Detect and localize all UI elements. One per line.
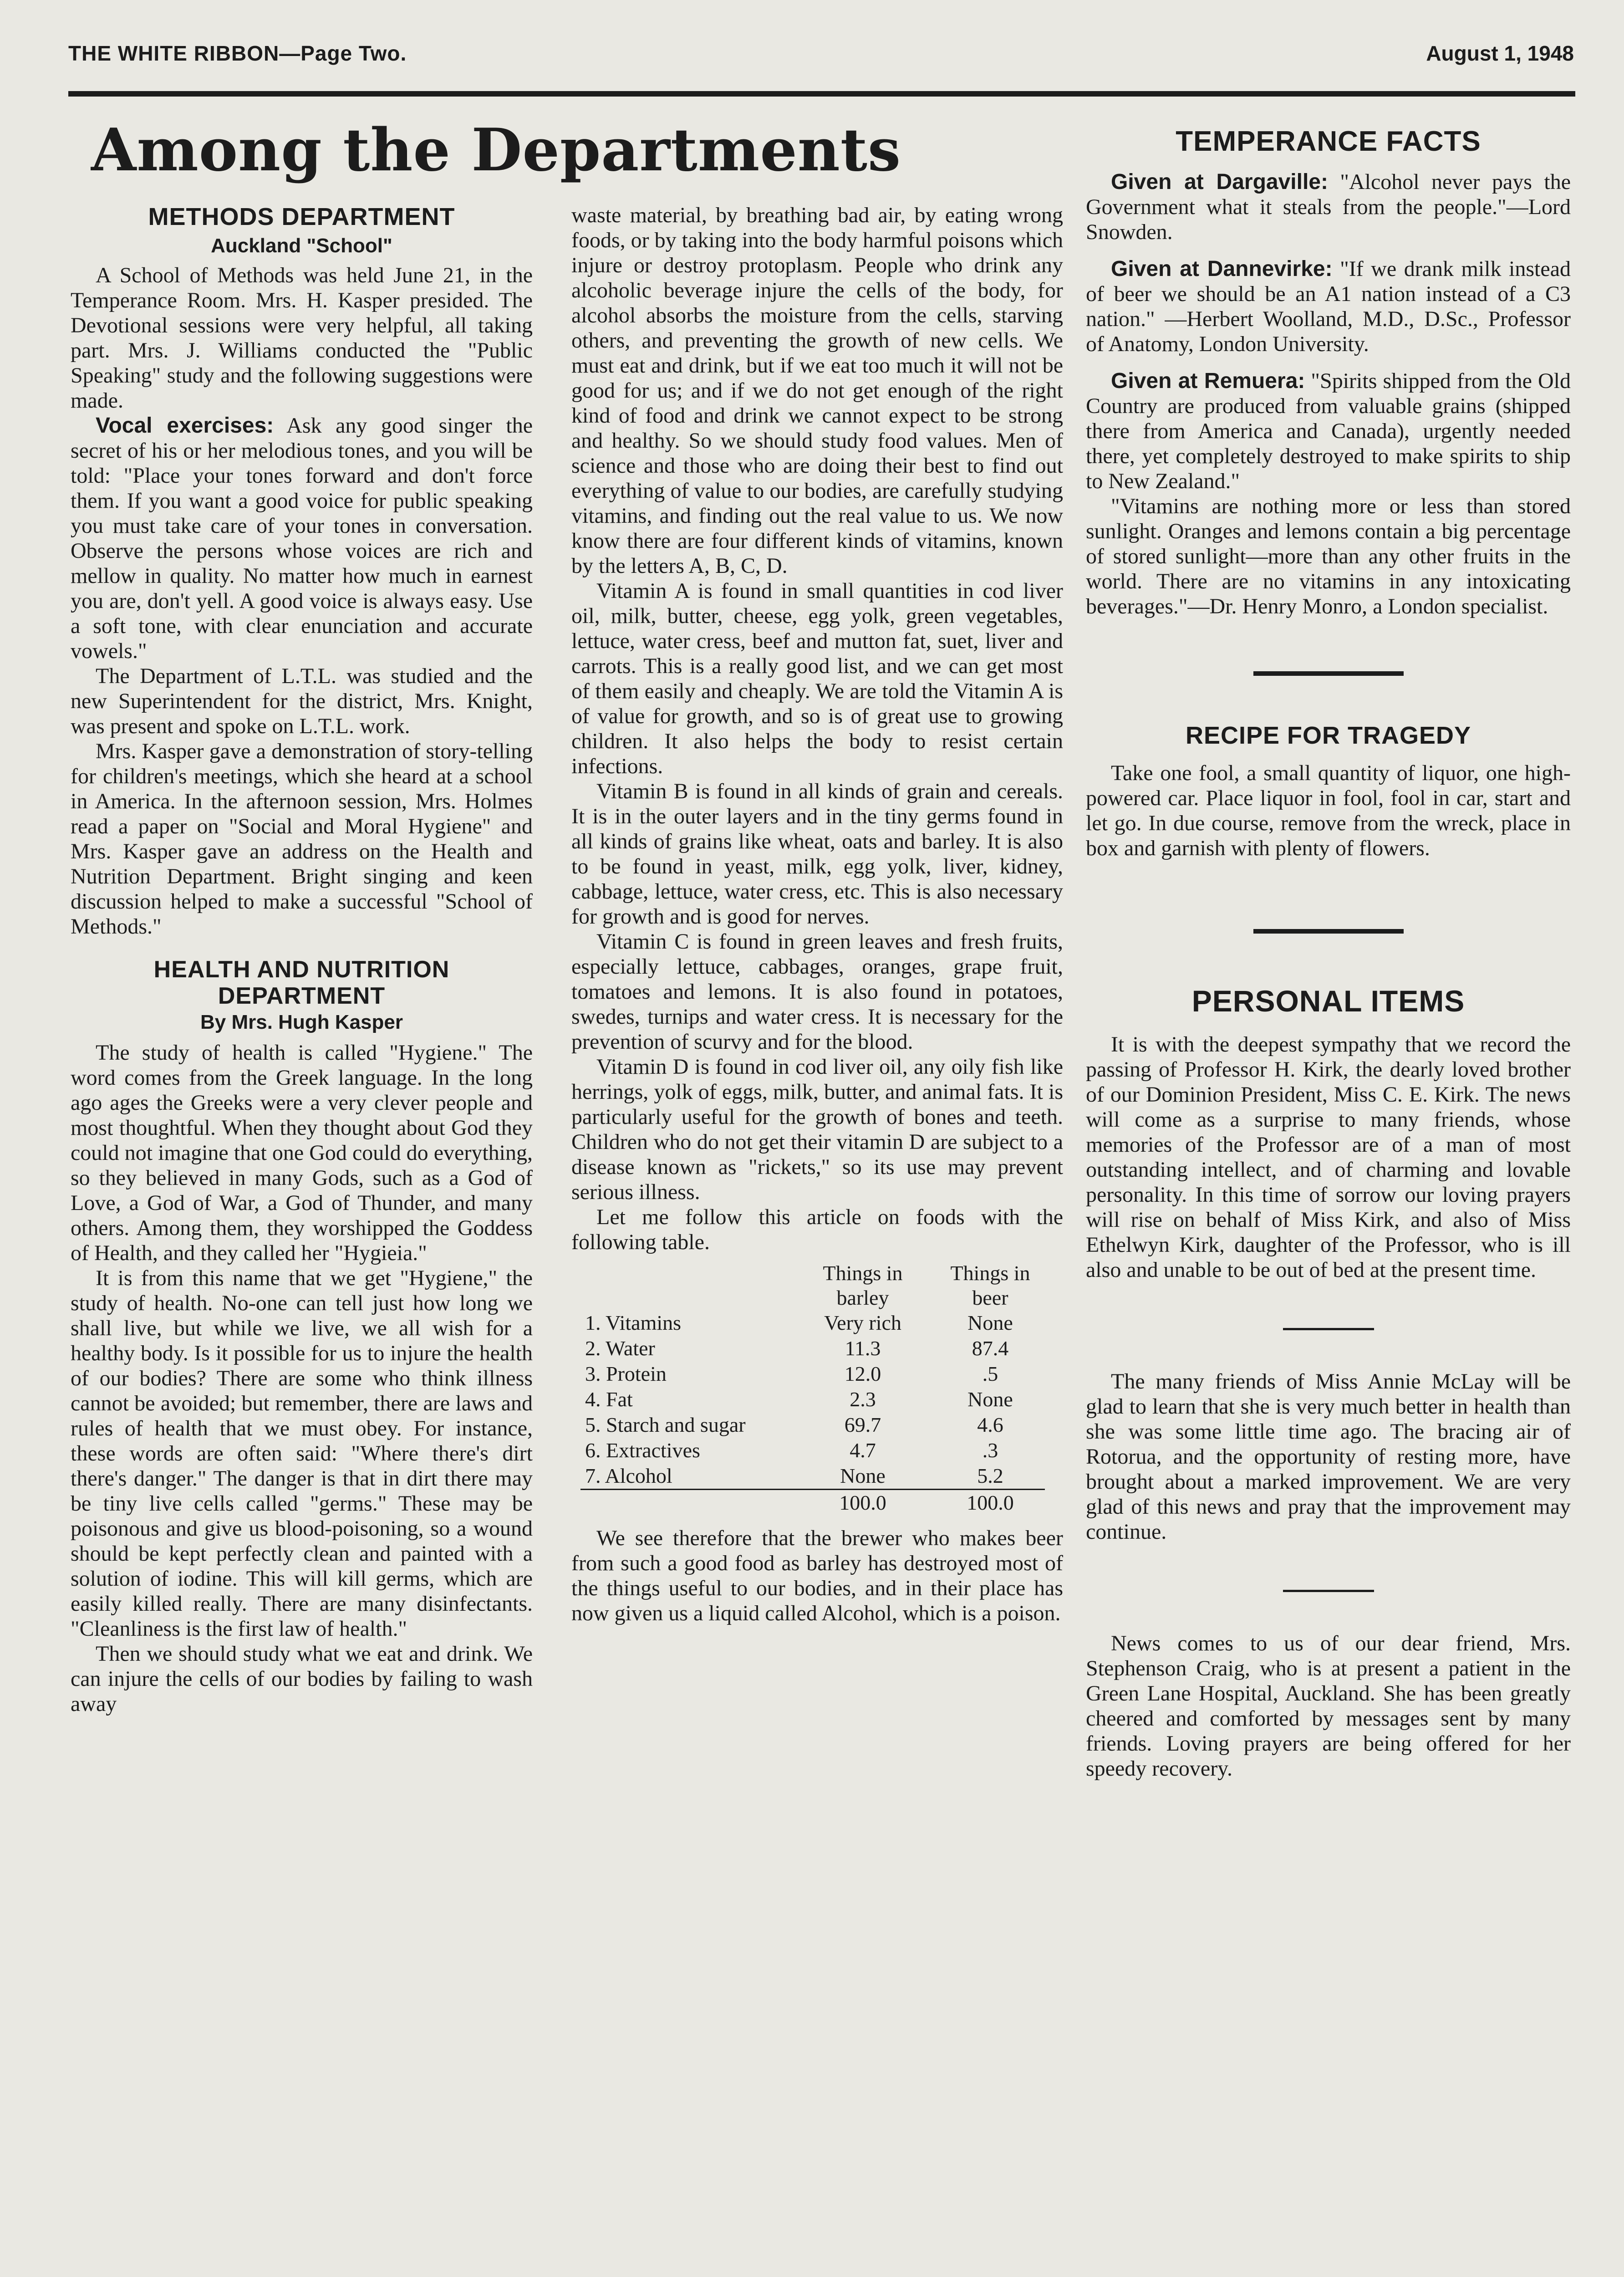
table-row — [580, 1412, 1045, 1438]
temperance-fact — [1086, 169, 1571, 245]
recipe-text: Take one fool, a small quantity of liquor, one high-powered car. Place liquor in fool, fool in car, start and let go. In due course, remove from the wreck, place in box and garnish with plenty of flowers. — [1086, 761, 1571, 860]
methods-paragraph: The Department of L.T.L. was studied and the new Superintendent for the district, Mrs. Knight, was present and spoke on L.T.L. work. — [71, 664, 533, 738]
personal-item: It is with the deepest sympathy that we record the passing of Professor H. Kirk, the dearly loved brother of our Dominion President, Miss C. E. Kirk. The news will come as a surprise to many friends, whose memories of the Professor are of a man of most outstanding intellect, and of charming and lovable personality. In this time of sorrow our loving prayers will rise on behalf of Miss Kirk, and also of Miss Ethelwyn Kirk, daughter of the Professor, who is ill also and unable to be out of bed at the present time. — [1086, 1032, 1571, 1282]
vitamin-b-paragraph: Vitamin B is found in all kinds of grain and cereals. It is in the outer layers and in the tiny germs found in all kinds of grains like wheat, oats and barley. It is also to be found in yeast, milk, egg yolk, liver, kidney, cabbage, lettuce, water cress, etc. This is also necessary for growth and is good for nerves. — [571, 779, 1063, 929]
vocal-label: Vocal exercises: — [96, 414, 274, 438]
section-divider — [1253, 671, 1404, 676]
vitamin-a-paragraph: Vitamin A is found in small quantities in cod liver oil, milk, butter, cheese, egg yolk, green vegetables, lettuce, water cress, beef and mutton fat, suet, liver and carrots. This is a really good list, and we can get most of them easily and cheaply. We are told the Vitamin A is of value for growth, and so is of great use to growing children. It also helps the body to resist certain infections. — [571, 579, 1063, 778]
table-row — [580, 1387, 1045, 1412]
personal-title: PERSONAL ITEMS — [1191, 984, 1465, 1018]
table-cell: 11.3 — [845, 1337, 881, 1360]
methods-paragraph: Mrs. Kasper gave a demonstration of story-telling for children's meetings, which she heard at a school in America. In the afternoon session, Mrs. Holmes read a paper on "Social and Moral Hygiene" and Mrs. Kasper gave an address on the Health and Nutrition Department. Bright singing and keen discussion helped to make a successful "School of Methods." — [71, 739, 533, 939]
table-cell: 3. Protein — [585, 1362, 667, 1385]
health-conclusion: We see therefore that the brewer who makes beer from such a good food as barley has destroyed most of the things useful to our bodies, and in their place has now given us a liquid called Alcohol, which is a poison. — [571, 1526, 1063, 1625]
column-1 — [71, 203, 533, 1716]
health-byline: By Mrs. Hugh Kasper — [200, 1011, 403, 1033]
table-total: 100.0 — [790, 1490, 936, 1516]
table-header — [580, 1261, 790, 1310]
temperance-title: TEMPERANCE FACTS — [1176, 126, 1481, 157]
fact-text: "Alcohol never pays the Government what it steals from the people."—Lord Snowden. — [1086, 170, 1571, 244]
table-cell: Very rich — [824, 1311, 901, 1334]
fact-label: Given at Remuera: — [1111, 369, 1305, 393]
table-header-row — [580, 1261, 1045, 1310]
table-cell: 7. Alcohol — [585, 1464, 672, 1487]
table-row — [580, 1361, 1045, 1387]
issue-date: August 1, 1948 — [1426, 41, 1574, 65]
fact-label: Given at Dannevirke: — [1111, 257, 1333, 281]
temperance-quote: "Vitamins are nothing more or less than stored sunlight. Oranges and lemons contain a big percentage of stored sunlight—more than any other fruits in the world. There are no vitamins in any intoxicating beverages."—Dr. Henry Monro, a London specialist. — [1086, 494, 1571, 618]
table-cell: 5. Starch and sugar — [585, 1413, 746, 1436]
column-2 — [571, 203, 1063, 1626]
fact-text: "If we drank milk instead of beer we should be an A1 nation instead of a C3 nation." —Herbert Woolland, M.D., D.Sc., Professor of Anatomy, London University. — [1086, 257, 1571, 356]
table-header: Things in barley — [823, 1261, 903, 1309]
health-paragraph: The study of health is called "Hygiene." The word comes from the Greek language. In the long ago ages the Greeks were a very clever people and most thoughtful. When they thought about God they could not imagine that one God could do everything, so they believed in many Gods, such as a God of Love, a God of War, a God of Thunder, and many others. Among them, they worshipped the Goddess of Health, and they called her "Hygieia." — [71, 1041, 533, 1265]
table-row — [580, 1438, 1045, 1463]
table-row — [580, 1310, 1045, 1336]
table-cell: 12.0 — [844, 1362, 881, 1385]
methods-title: METHODS DEPARTMENT — [148, 203, 455, 230]
table-cell: 6. Extractives — [585, 1439, 700, 1462]
temperance-fact — [1086, 256, 1571, 357]
table-intro: Let me follow this article on foods with the following table. — [571, 1205, 1063, 1254]
vocal-text: Ask any good singer the secret of his or her melodious tones, and you will be told: "Place your tones forward and don't force them. If you want a good voice for public speaking you must take care of your tones in conversation. Observe the persons whose voices are rich and mellow in quality. No matter how much in earnest you are, don't yell. A good voice is always easy. Use a soft tone, with clear enunciation and accurate vowels." — [71, 414, 533, 663]
table-cell: 69.7 — [844, 1413, 881, 1436]
column-3 — [1086, 125, 1571, 1781]
fact-text: "Spirits shipped from the Old Country are produced from valuable grains (shipped there from America and Canada), urgently needed there, yet completely destroyed to make spirits to ship to New Zealand." — [1086, 369, 1571, 493]
table-cell — [580, 1490, 790, 1516]
table-cell: .5 — [982, 1362, 998, 1385]
methods-vocal-paragraph — [71, 413, 533, 664]
food-comparison-table — [580, 1261, 1045, 1516]
table-header: Things in beer — [950, 1261, 1030, 1309]
personal-item: News comes to us of our dear friend, Mrs. Stephenson Craig, who is at present a patient in the Green Lane Hospital, Auckland. She has been greatly cheered and comforted by messages sent by many friends. Loving prayers are being offered for her speedy recovery. — [1086, 1631, 1571, 1781]
health-paragraph: It is from this name that we get "Hygiene," the study of health. No-one can tell just how long we shall live, but while we live, we all wish for a healthy body. Is it possible for us to injure the health of our bodies? There are some who think illness cannot be avoided; but remember, there are laws and rules of health that we must obey. For instance, these words are often said: "Where there's dirt there's danger." The danger is that in dirt there may be tiny live cells called "germs." These may be poisonous and give us blood-poisoning, so a wound should be kept perfectly clean and painted with a solution of iodine. This will kill germs, which are easily killed really. There are many disinfectants. "Cleanliness is the first law of health." — [71, 1266, 533, 1641]
personal-item: The many friends of Miss Annie McLay will be glad to learn that she is very much better in health than she was some little time ago. The bracing air of Rotorua, and the opportunity of resting more, have brought about a marked improvement. We are very glad of this news and pray that the improvement may continue. — [1086, 1369, 1571, 1544]
section-masthead: Among the Departments — [91, 116, 901, 184]
health-title: HEALTH AND NUTRITION DEPARTMENT — [153, 956, 450, 1009]
table-cell: 4.6 — [977, 1413, 1003, 1436]
table-total: 100.0 — [936, 1490, 1045, 1516]
vitamin-d-paragraph: Vitamin D is found in cod liver oil, any oily fish like herrings, yolk of eggs, milk, butter, and animal fats. It is particularly useful for the growth of bones and teeth. Children who do not get their vitamin D are subject to a disease known as "rickets," so its use may prevent serious illness. — [571, 1055, 1063, 1204]
fact-label: Given at Dargaville: — [1111, 170, 1328, 194]
item-separator — [1283, 1328, 1374, 1330]
header-rule — [68, 91, 1575, 97]
table-cell: None — [840, 1464, 886, 1487]
table-cell: 4. Fat — [585, 1388, 633, 1411]
health-paragraph: Then we should study what we eat and drink. We can injure the cells of our bodies by failing to wash away — [71, 1642, 533, 1716]
vitamin-c-paragraph: Vitamin C is found in green leaves and fresh fruits, especially lettuce, cabbages, oranges, grape fruit, tomatoes and lemons. It is also found in potatoes, swedes, turnips and water cress. It is necessary for the prevention of scurvy and for the blood. — [571, 929, 1063, 1054]
publication-header: THE WHITE RIBBON—Page Two. — [68, 41, 407, 65]
health-paragraph: waste material, by breathing bad air, by eating wrong foods, or by taking into the body harmful poisons which injure or destroy protoplasm. People who drink any alcoholic beverage injure the cells of the body, for alcohol absorbs the moisture from the cells, starving others, and preventing the growth of new cells. We must eat and drink, but if we eat too much it will not be good for us; and if we do not get enough of the right kind of food and drink we cannot expect to be strong and healthy. So we should study food values. Men of science and those who are doing their best to find out everything of value to our bodies, are carefully studying vitamins, and finding out the real value to us. We now know there are four different kinds of vitamins, known by the letters A, B, C, D. — [571, 203, 1063, 578]
table-cell: 5.2 — [977, 1464, 1003, 1487]
table-total-row — [580, 1490, 1045, 1516]
table-cell: 1. Vitamins — [585, 1311, 682, 1334]
table-row — [580, 1336, 1045, 1361]
table-cell: 87.4 — [972, 1337, 1009, 1360]
section-divider — [1253, 929, 1404, 934]
table-cell: 4.7 — [850, 1439, 876, 1462]
item-separator — [1283, 1590, 1374, 1592]
table-cell: .3 — [982, 1439, 998, 1462]
recipe-title: RECIPE FOR TRAGEDY — [1185, 722, 1471, 749]
table-cell: None — [967, 1311, 1013, 1334]
table-row — [580, 1463, 1045, 1490]
methods-paragraph: A School of Methods was held June 21, in the Temperance Room. Mrs. H. Kasper presided. The Devotional sessions were very helpful, all taking part. Mrs. J. Williams conducted the "Public Speaking" study and the following suggestions were made. — [71, 263, 533, 413]
methods-subtitle: Auckland "School" — [211, 235, 392, 257]
table-cell: 2.3 — [850, 1388, 876, 1411]
table-cell: None — [967, 1388, 1013, 1411]
table-cell: 2. Water — [585, 1337, 655, 1360]
temperance-fact — [1086, 368, 1571, 494]
